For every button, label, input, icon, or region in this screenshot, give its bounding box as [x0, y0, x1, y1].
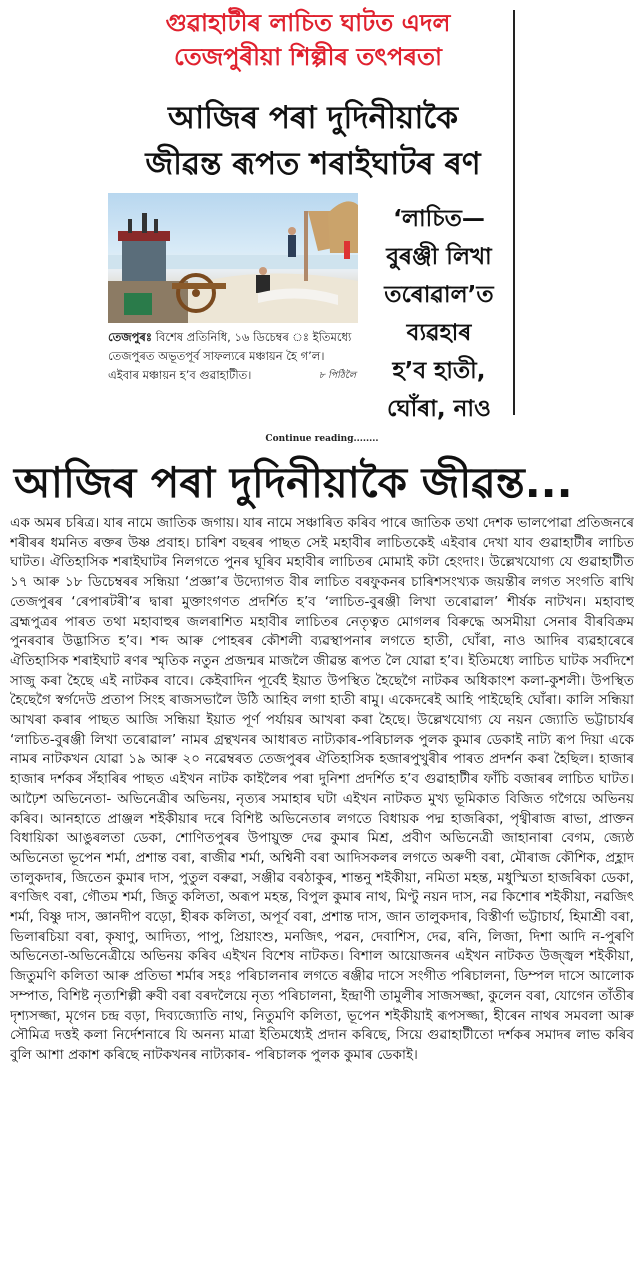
side-line: বুৰঞ্জী লিখা	[386, 244, 492, 270]
ghat-scene-illustration	[108, 193, 358, 323]
caption-dateline: তেজপুৰঃ	[108, 330, 152, 344]
side-line: ‘লাচিত—	[393, 206, 485, 232]
article-title: আজিৰ পৰা দুদিনীয়াকৈ জীৱন্ত...	[14, 458, 573, 507]
side-line: ব্যৱহাৰ	[406, 320, 472, 346]
side-headline	[366, 200, 512, 428]
caption-text: বিশেষ প্ৰতিনিধি, ১৬ ডিচেম্বৰ ঃ ইতিমধ্যে তেজপুৰত অভূতপূৰ্ব সাফল্যৰে মঞ্চায়ন হৈ গ’ল। এইবাৰ মঞ্চায়ন হ’ব গুৱাহাটীত।	[108, 330, 352, 382]
side-line: হ’ব হাতী,	[392, 358, 486, 384]
side-line: ঘোঁৰা, নাও	[387, 396, 491, 422]
continued-on-page: ৮ পিঠিলৈ	[318, 370, 356, 381]
news-clipping	[0, 0, 644, 420]
photo-caption	[108, 328, 358, 385]
article-body: এক অমৰ চৰিত্ৰ। যাৰ নামে জাতিক জগায়। যাৰ নামে সঞ্চাৰিত কৰিব পাৰে জাতিক তথা দেশক ভালপোৱা প্ৰতিজনৰে শৰীৰৰ ধমনিত ৰক্তৰ উষ্ণ প্ৰবাহ। চাৰিশ বছৰৰ পাছত সেই মহাবীৰ লাচিতকেই এইবাৰ দেখা যাব গুৱাহাটীৰ লাচিত ঘাটত। ঐতিহাসিক শৰাইঘাটৰ নিলগতে পুনৰ ঘূৰিব মহাবীৰ লাচিতৰ মোমাই কটা হেংদাং। উল্লেখযোগ্য যে গুৱাহাটীত ১৭ আৰু ১৮ ডিচেম্বৰৰ সন্ধিয়া ‘প্ৰজ্ঞা’ৰ উদ্যোগত বীৰ লাচিত বৰফুকনৰ চাৰিশসংখ্যক জয়ন্তীৰ লগত সংগতি ৰাখি তেজপুৰৰ ‘ৰেপাৰটৰী’ৰ দ্বাৰা মুক্তাংগণত প্ৰদৰ্শিত হ’ব ‘লাচিত-বুৰঞ্জী লিখা তৰোৱাল’ শীৰ্ষক নাটখন। মহাবাহু ব্ৰহ্মপুত্ৰৰ পাৰত তথা মহাবাহুৰ জলৰাশিত মহাবীৰ লাচিতৰ নেতৃত্বত মোগলৰ বিৰুদ্ধে অসমীয়া সেনাৰ বীৰবিক্ৰম পুনৰবাৰ উদ্ভাসিত হ’ব। শব্দ আৰু পোহৰৰ কৌশলী ব্যৱস্থাপনাৰ লগতে হাতী, ঘোঁৰা, নাও আদিৰ ব্যৱহাৰেৰে ঐতিহাসিক শৰাইঘাট ৰণৰ স্মৃতিক নতুন প্ৰজন্মৰ মাজলৈ জীৱন্ত ৰূপত লৈ যোৱা হ’ব। ইতিমধ্যে লাচিত ঘাটক সৰ্বদিশে সাজু কৰা হৈছে এই নাটকৰ বাবে। কেইবাদিন পূৰ্বেই ইয়াত উপস্থিত হৈছেগৈ নাটকৰ অধিকাংশ কলা-কুশলী। উপস্থিত হৈছেগৈ স্বৰ্গদেউ প্ৰতাপ সিংহ ৰাজসভালৈ উঠি আহিব লগা হাতী ৰামু। একেদৰেই আহি পাইছেহি ঘোঁৰা। কালি সন্ধিয়া আখৰা কৰাৰ পাছত আজি সন্ধিয়া ইয়াত পূৰ্ণ পৰ্যায়ৰ আখৰা কৰা হৈছে। উল্লেখযোগ্য যে নয়ন জ্যোতি ভট্টাচাৰ্যৰ ‘লাচিত-বুৰঞ্জী লিখা তৰোৱাল’ নামৰ গ্ৰন্থখনৰ আধাৰত নাট্যকাৰ-পৰিচালক পুলক কুমাৰ ডেকাই নাট্য ৰূপ দিয়া একে নামৰ নাটকখন যোৱা ১৯ আৰু ২০ নৱেম্বৰত তেজপুৰৰ ঐতিহাসিক হজাৰপুখুৰীৰ পাৰত প্ৰদৰ্শন কৰা হৈছিল। হাজাৰ হাজাৰ দৰ্শকৰ সঁহাৰিৰ পাছত এইখন নাটক কাইলৈৰ পৰা দুনিশা প্ৰদৰ্শিত হ’ব গুৱাহাটীৰ ফাঁচি বজাৰৰ লাচিত ঘাটত। আঢ়ৈশ অভিনেতা- অভিনেত্ৰীৰ অভিনয়, নৃত্যৰ সমাহাৰ ঘটা এইখন নাটকত মুখ্য ভূমিকাত বিজিত গগৈয়ে অভিনয় কৰিব। আনহাতে প্ৰাঞ্জল শইকীয়াৰ দৰে বিশিষ্ট অভিনেতাৰ লগতে বিধায়ক পদ্ম হাজৰিকা, পৃথ্বীৰাজ ৰাভা, প্ৰাক্তন বিধায়িকা আঙুৰলতা ডেকা, শোণিতপুৰৰ উপায়ুক্ত দেৱ কুমাৰ মিশ্ৰ, প্ৰবীণ অভিনেত্ৰী জাহানাৰা বেগম, জ্যেষ্ঠ অভিনেতা ভূপেন শৰ্মা, প্ৰশান্ত বৰা, ৰাজীৱ শৰ্মা, অশ্বিনী বৰা আদিসকলৰ লগতে অৰুণী বৰা, মৌৰাজ কৌশিক, প্ৰহ্লাদ তালুকদাৰ, জিতেন কুমাৰ দাস, পুতুল বৰুৱা, সঞ্জীৱ বৰঠাকুৰ, শান্তনু শইকীয়া, নমিতা মহন্ত, মধুস্মিতা হাজৰিকা ডেকা, ৰণজিৎ বৰা, গৌতম শৰ্মা, জিতু কলিতা, অৰূপ মহন্ত, বিপুল কুমাৰ নাথ, মিণ্টু নয়ন দাস, নৱ কিশোৰ শইকীয়া, নৱজিৎ শৰ্মা, বিষ্ণু দাস, জ্ঞানদীপ বড়ো, হীৰক কলিতা, অপূৰ্ব বৰা, প্ৰশান্ত দাস, জান তালুকদাৰ, বিস্তীৰ্ণা ভট্টাচাৰ্য, হিমাশ্ৰী বৰা, ভিলাৰচিয়া বৰা, কৃষাণু, আদিত্য, পাপু, প্ৰিয়াংশু, মনজিৎ, পৱন, দেবাশিস, দেৱ, ৰনি, লিজা, দিশা আদি ন-পুৰণি অভিনেতা-অভিনেত্ৰীয়ে অভিনয় কৰিব এইখন বিশেষ নাটকত। বিশাল আয়োজনৰ এইখন নাটকত উজ্জ্বল শইকীয়া, জিতুমণি কলিতা আৰু প্ৰতিভা শৰ্মাৰ সহঃ পৰিচালনাৰ লগতে ৰঞ্জীৱ দাসে সংগীত পৰিচালনা, ডিম্পল দাসে আলোক সম্পাত, বিশিষ্ট নৃত্যশিল্পী ৰুবী বৰা বৰদলৈয়ে নৃত্য পৰিচালনা, ইন্দ্ৰাণী তামুলীৰ সাজসজ্জা, কুলেন বৰা, যোগেন তাঁতীৰ দৃশ্যসজ্জা, মৃগেন চন্দ্ৰ বড়া, দিব্যজ্যোতি নাথ, নিতুমণি কলিতা, ভূপেন শইকীয়াই ৰূপসজ্জা, হীৰেন নাথৰ সমবলা আৰু সৌমিত্ৰ দত্তই কলা নিৰ্দেশনাৰে যি অনন্য মাত্ৰা ইতিমধ্যেই প্ৰদান কৰিছে, সিয়ে গুৱাহাটীতো দৰ্শকৰ সমাদৰ লাভ কৰিব বুলি আশা প্ৰকাশ কৰিছে নাটকখনৰ নাট্যকাৰ- পৰিচালক পুলক কুমাৰ ডেকাই।	[10, 515, 634, 1063]
headline-line: আজিৰ পৰা দুদিনীয়াকৈ	[167, 100, 459, 136]
kicker-line: তেজপুৰীয়া শিল্পীৰ তৎপৰতা	[174, 43, 442, 71]
side-line: তৰোৱাল’ত	[384, 282, 494, 308]
news-photo	[108, 193, 358, 323]
continue-reading: Continue reading........	[265, 434, 379, 444]
clipping-kicker	[108, 6, 508, 74]
headline-line: জীৱন্ত ৰূপত শৰাইঘাটৰ ৰণ	[145, 146, 481, 182]
clipping-headline	[108, 95, 518, 187]
column-divider	[513, 10, 515, 415]
kicker-line: গুৱাহাটীৰ লাচিত ঘাটত এদল	[165, 9, 451, 37]
